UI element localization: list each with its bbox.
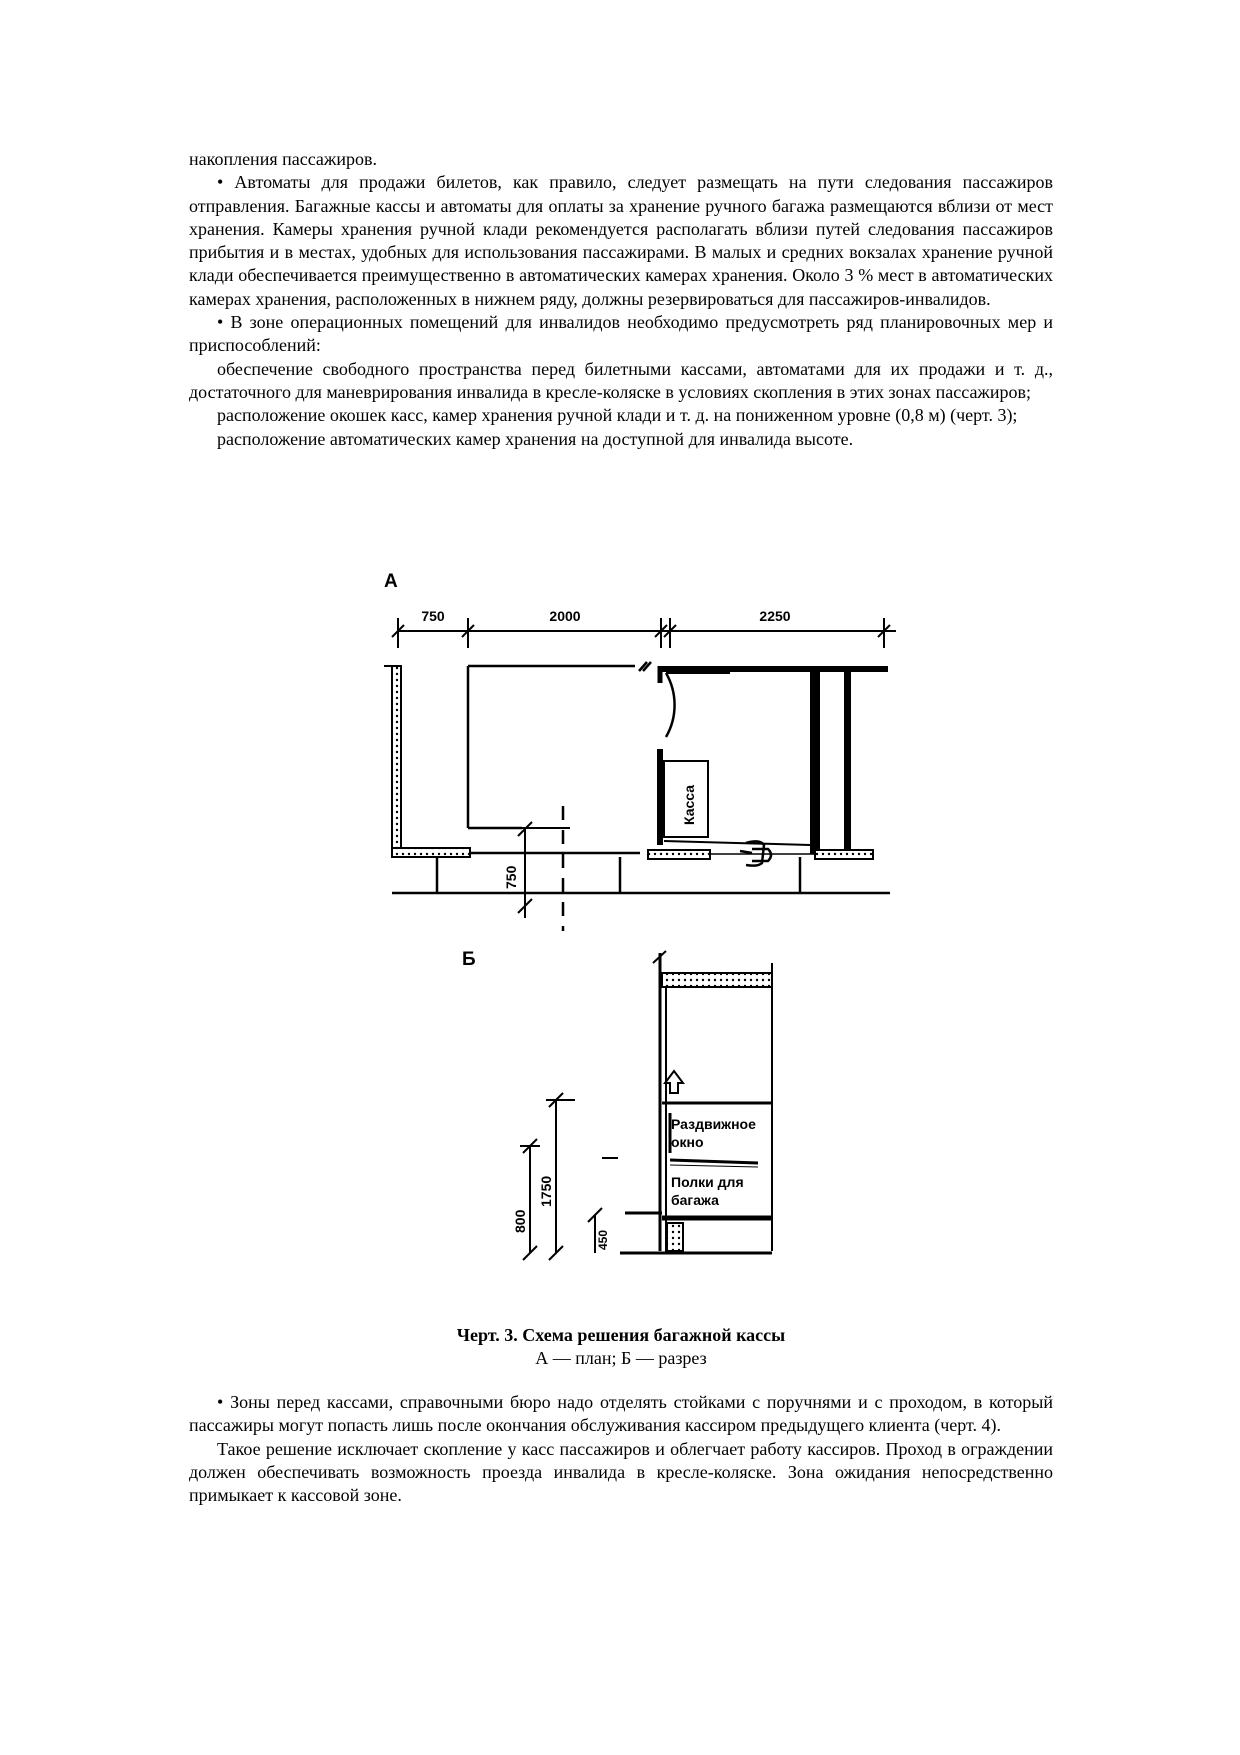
counter-window <box>648 850 710 859</box>
dimension-line-top <box>392 618 896 648</box>
paragraph: обеспечение свободного пространства перед билетными кассами, автоматами для их продажи и т. д., достаточного для маневрирования инвалида в кресле-коляске в условиях скопления в этих зонах пассажиров; <box>189 358 1053 402</box>
kassa-label: Касса <box>681 784 697 825</box>
section-dimension-lines <box>520 1093 602 1260</box>
section-label: Б <box>462 949 476 970</box>
ceiling-slab <box>662 973 772 987</box>
left-counter-wall <box>392 848 470 857</box>
floor-pedestal <box>667 1223 683 1251</box>
window-label-2: окно <box>671 1134 704 1150</box>
dimension-side-750: 750 <box>503 865 519 889</box>
figure-caption <box>189 1324 1053 1371</box>
paragraph: • Зоны перед кассами, справочными бюро надо отделять стойками с поручнями и с проходом, в который пассажиры могут попасть лишь после окончания обслуживания кассиром предыдущего клиента (черт. 4). <box>189 1392 1053 1436</box>
body-text-top <box>189 148 1053 451</box>
paragraph: Такое решение исключает скопление у касс пассажиров и облегчает работу кассиров. Проход в ограждении должен обеспечивать возможность проезда инвалида в кресле-коляске. Зона ожидания непосредственно примыкает к кассовой зоне. <box>189 1438 1053 1506</box>
dimension-2000: 2000 <box>549 608 581 624</box>
paragraph: накопления пассажиров. <box>189 149 377 169</box>
dimension-2250: 2250 <box>759 608 791 624</box>
window-label-1: Раздвижное <box>671 1116 756 1132</box>
kassa-booth <box>648 666 888 866</box>
figure-baggage-office <box>370 563 900 1303</box>
paragraph: расположение окошек касс, камер хранения ручной клади и т. д. на пониженном уровне (0,8 м) (черт. 3); <box>217 405 1018 426</box>
figure-drawing <box>370 563 900 1303</box>
dimension-1750: 1750 <box>538 1175 554 1207</box>
paragraph: расположение автоматических камер хранения на доступной для инвалида высоте. <box>217 428 854 449</box>
caption-subtitle: А — план; Б — разрез <box>535 1348 707 1369</box>
body-text-bottom <box>189 1391 1053 1507</box>
caption-title: Черт. 3. Схема решения багажной кассы <box>456 1325 786 1345</box>
counter-right <box>815 850 873 859</box>
dimension-450: 450 <box>596 1229 610 1250</box>
shelves-label-1: Полки для <box>671 1174 744 1190</box>
dimension-800: 800 <box>512 1209 528 1233</box>
arrow-up-icon <box>665 1071 683 1093</box>
plan-label: А <box>384 571 398 592</box>
paragraph: • В зоне операционных помещений для инвалидов необходимо предусмотреть ряд планировочных мер и приспособлений: <box>189 312 1053 356</box>
paragraph: • Автоматы для продажи билетов, как правило, следует размещать на пути следования пассажиров отправления. Багажные кассы и автоматы для оплаты за хранение ручного багажа размещаются вблизи от мест хранения. Камеры хранения ручной клади рекомендуется располагать вблизи путей следования пассажиров прибытия и в местах, удобных для использования пассажирами. В малых и средних вокзалах хранение ручной клади обеспечивается преимущественно в автоматических камерах хранения. Около 3 % мест в автоматических камерах хранения, расположенных в нижнем ряду, должны резервироваться для пассажиров-инвалидов. <box>189 172 1053 309</box>
shelves-label-2: багажа <box>671 1192 719 1208</box>
left-wall <box>392 666 401 856</box>
dimension-750: 750 <box>421 608 445 624</box>
